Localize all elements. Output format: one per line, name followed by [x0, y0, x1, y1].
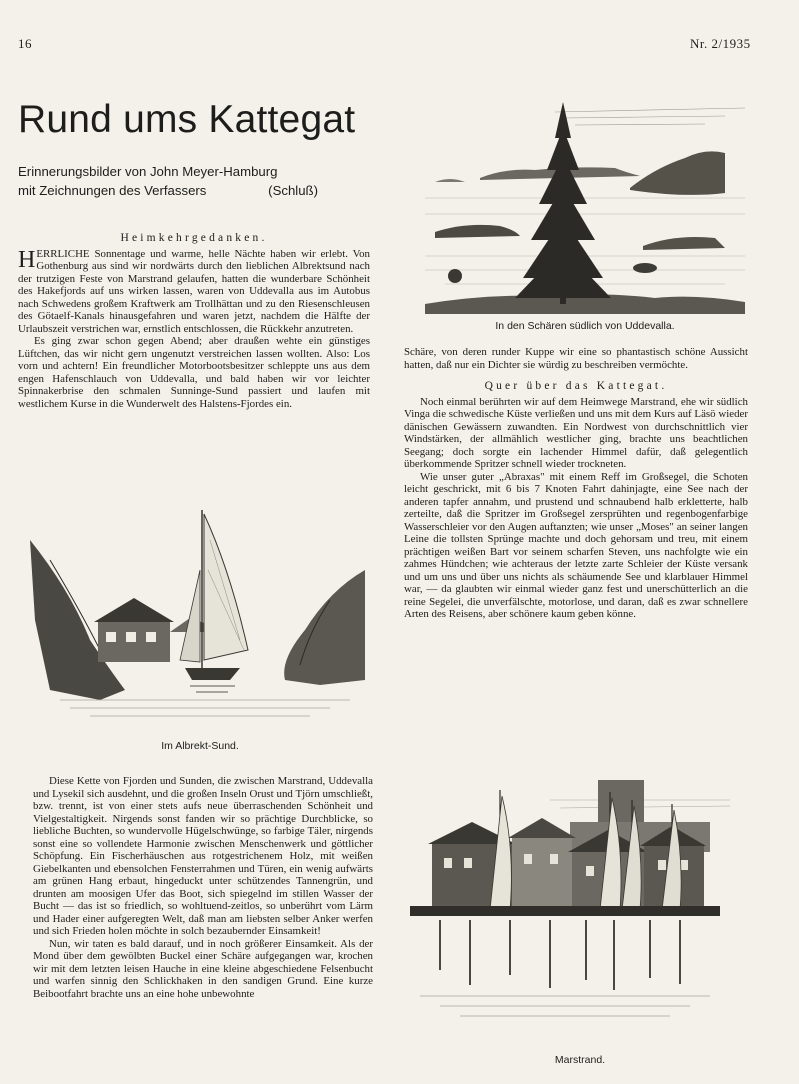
text-fjorde — [33, 775, 373, 1000]
illustration-marstrand — [410, 770, 740, 1035]
issue-number: Nr. 2/1935 — [690, 36, 751, 51]
section-heimkehr — [18, 232, 370, 410]
section-kattegat — [404, 346, 748, 621]
section-heading-heimkehr: Heimkehrgedanken. — [120, 232, 268, 244]
illustration-albrekt-sund — [30, 500, 365, 725]
subtitle-line-1: Erinnerungsbilder von John Meyer-Hamburg — [18, 164, 278, 179]
paragraph: Noch einmal berührten wir auf dem Heimwege Marstrand, ehe wir südlich Vinga die schwedische Küste verließen und uns mit dem Kurs auf Läsö wieder dänischen Gewässern zuwandten. Ein Nordwest von durchschnittlich vier Windstärken, der allmählich westlicher ging, brachte uns beachtlichen Seegang; doch sorgte ein lachender Himmel dafür, daß gelegentlich überkommende Spritzer schnell wieder trockneten. — [404, 395, 748, 470]
article-title: Rund ums Kattegat — [18, 98, 356, 141]
subtitle-continuation-note: (Schluß) — [268, 183, 318, 198]
paragraph — [18, 248, 370, 336]
paragraph: Es ging zwar schon gegen Abend; aber draußen wehte ein günstiges Lüftchen, das wir nicht gern ungenutzt verstreichen lassen wollten. Also: Los vorn und achtern! Ein freundlicher Motorbootsbesitzer schleppte uns aus dem engen Hafenschlauch von Uddevalla, und bald haben wir vor leichter Spinnakerbrise den schmalen Sunninge-Sund passiert und laufen mit westlichem Kurse in die Wunderwelt des Halstens-Fjordes ein. — [18, 335, 370, 410]
drop-cap: H — [18, 246, 36, 273]
paragraph: Wie unser guter „Abraxas" mit einem Reff im Großsegel, die Schoten leicht geschrickt, mit 6 bis 7 Knoten Fahrt dahinjagte, eine See nach der anderen tapfer annahm, und prustend und schnaubend halb erkletterte, halb zerteilte, daß die Spritzer im Großsegel zersprühten und regenbogenfarbige Wasserschleier vor den Augen auftanzten; wie unser „Moses" an seiner langen Leine die tollsten Sprünge machte und doch gehorsam und treu, mit einem prächtigen weißen Bart vor seinem scharfen Steven, uns nachfolgte wie ein zahmes Hündchen; wie achteraus der letzte zarte Schleier der Küste versank und um uns und über uns nichts als schäumende See und klarblauer Himmel war, — da glaubten wir einmal wieder ganz fest und unerschütterlich an die reine Segelei, die unverfälschte, motorlose, und daran, daß es zwar schnellere Arten des Reisens, aber schönere kaum geben könne. — [404, 470, 748, 620]
caption-marstrand: Marstrand. — [554, 1054, 606, 1066]
paragraph: Nun, wir taten es bald darauf, und in noch größerer Einsamkeit. Als der Mond über dem gewölbten Buckel einer Schäre aufgegangen war, krochen wir mit dem letzten leisen Hauche in eine kleine abgeschiedene Felsenbucht und warfen sinnig den Schlickhaken in den sandigen Grund. Eine kurze Beibootfahrt brachte uns an eine hohe unbewohnte — [33, 937, 373, 1000]
paragraph: Diese Kette von Fjorden und Sunden, die zwischen Marstrand, Uddevalla und Lysekil sich ausdehnt, und die großen Inseln Orust und Tjörn umschließt, bzw. trennt, ist von einer stets aufs neue überraschenden Schönheit und Vielgestaltigkeit. Nirgends sonst fanden wir so prächtige Durchblicke, so liebliche Buchten, so wundervolle Hügelschwünge, so farbige Täler, nirgends sonst eine so vollendete Harmonie zwischen Menschenwerk und göttlicher Schöpfung. Ein Fischerhäuschen aus rotgestrichenem Holz, mit weißen Giebelkanten und ebensolchen Fensterrahmen und Türen, ein wenig aufwärts am grünen Hang erbaut, hingeduckt unter schützendes Tannengrün, und drunten am moosigen Ufer das Boot, sich spiegelnd im stillen Wasser der Bucht — das ist so friedlich, so wohltuend-zeitlos, so unberührt vom Lärm und Hader einer aufgeregten Welt, daß man am liebsten selber Anker werfen und sich Frieden holen möchte in solch bezaubernder Einsamkeit! — [33, 775, 373, 937]
caption-albrekt-sund: Im Albrekt-Sund. — [161, 740, 239, 752]
page-number: 16 — [18, 36, 32, 51]
subtitle-line-2-text: mit Zeichnungen des Verfassers — [18, 183, 207, 198]
illustration-schaeren — [425, 98, 745, 314]
caption-schaeren: In den Schären südlich von Uddevalla. — [495, 320, 675, 332]
subtitle-line-2 — [18, 181, 318, 200]
paragraph: Schäre, von deren runder Kuppe wir eine so phantastisch schöne Aussicht hatten, daß nur ein Dichter sie würdig zu beschreiben vermöchte. — [404, 346, 748, 371]
paragraph-text: ERRLICHE Sonnentage und warme, helle Nächte haben wir erlebt. Von Gothenburg aus sind wir nordwärts durch den lieblichen Albrektsund nach der trutzigen Feste von Marstrand gelaufen, hatten die wunderbare Schönheit des Hakefjords auf uns wirken lassen, waren von Uddevalla aus im Autobus nach Schwedens großem Kraftwerk am Trollhättan und zu den Riesenschleusen des Götaelf-Kanals hinausgefahren und waren jetzt, nachdem die Hälfte der Urlaubszeit verstrichen war, ernstlich entschlossen, die Rückkehr anzutreten. — [18, 247, 370, 335]
article-subtitle — [18, 162, 318, 200]
section-heading-kattegat: Quer über das Kattegat. — [484, 380, 668, 392]
